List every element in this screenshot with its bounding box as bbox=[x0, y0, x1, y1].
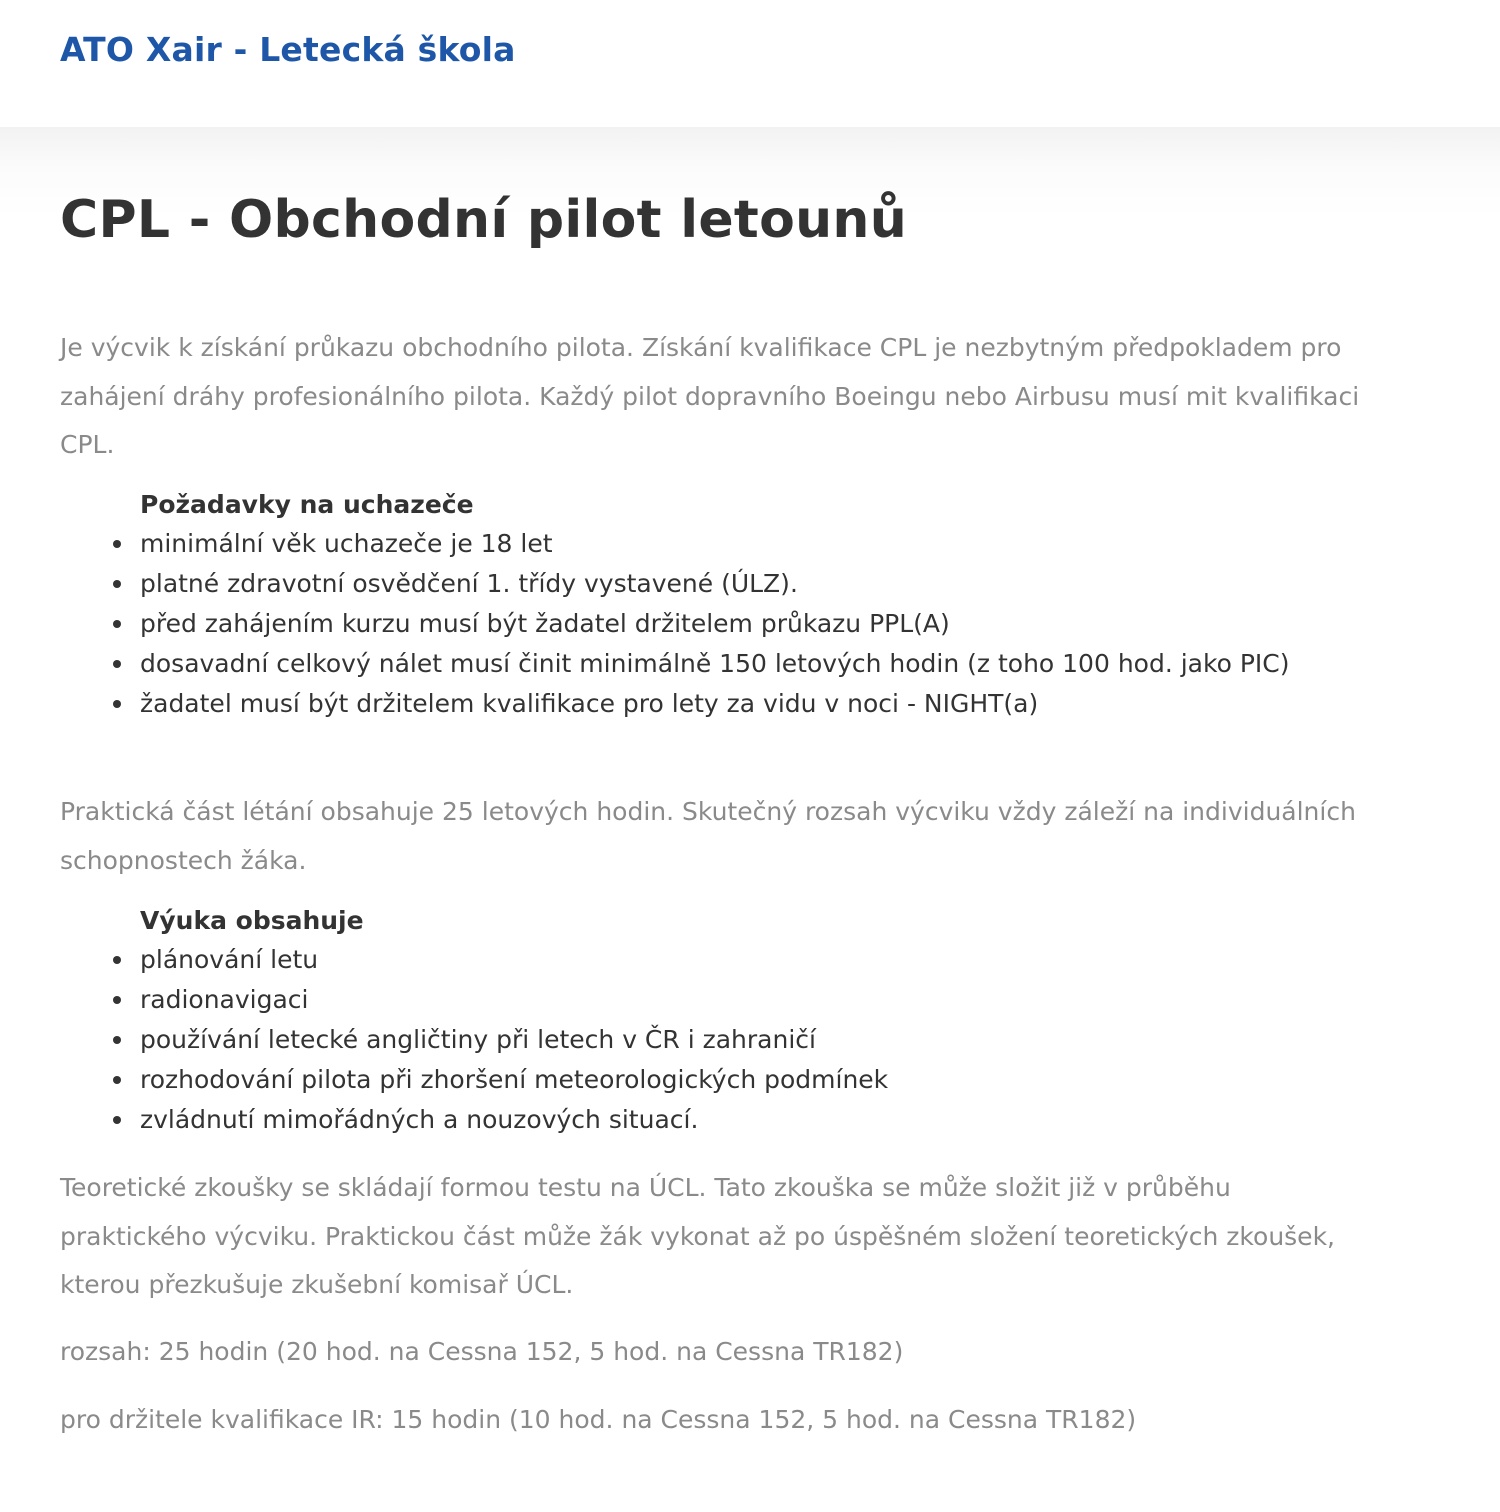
list-item bbox=[140, 1060, 1355, 1100]
teaching-heading: Výuka obsahuje bbox=[140, 906, 364, 935]
requirements-section bbox=[60, 486, 1360, 724]
scope-ir-paragraph: pro držitele kvalifikace IR: 15 hodin (10 hod. na Cessna 152, 5 hod. na Cessna TR182) bbox=[60, 1405, 1137, 1434]
list-item bbox=[140, 1020, 1355, 1060]
list-item-text: používání letecké angličtiny při letech v ČR i zahraničí bbox=[140, 1025, 816, 1054]
bullet-icon bbox=[113, 956, 121, 964]
list-item-text: radionavigaci bbox=[140, 985, 309, 1014]
bullet-icon bbox=[113, 700, 121, 708]
bullet-icon bbox=[113, 1116, 121, 1124]
bullet-icon bbox=[113, 1076, 121, 1084]
list-item bbox=[140, 1100, 1355, 1140]
intro-paragraph: Je výcvik k získání průkazu obchodního pilota. Získání kvalifikace CPL je nezbytným předpokladem pro zahájení dráhy profesionálního pilota. Každý pilot dopravního Boeingu nebo Airbusu musí mit kvalifikaci CPL. bbox=[60, 333, 1360, 459]
site-header bbox=[0, 0, 1500, 127]
list-item-text: před zahájením kurzu musí být žadatel držitelem průkazu PPL(A) bbox=[140, 609, 950, 638]
list-item bbox=[140, 604, 1355, 644]
bullet-icon bbox=[113, 540, 121, 548]
list-item-text: dosavadní celkový nálet musí činit minimálně 150 letových hodin (z toho 100 hod. jako PIC) bbox=[140, 649, 1290, 678]
requirements-heading: Požadavky na uchazeče bbox=[140, 490, 474, 519]
bullet-icon bbox=[113, 660, 121, 668]
bullet-icon bbox=[113, 996, 121, 1004]
list-item-text: minimální věk uchazeče je 18 let bbox=[140, 529, 553, 558]
scope-paragraph: rozsah: 25 hodin (20 hod. na Cessna 152, 5 hod. na Cessna TR182) bbox=[60, 1337, 904, 1366]
list-item bbox=[140, 644, 1355, 684]
bullet-icon bbox=[113, 580, 121, 588]
list-item bbox=[140, 940, 1355, 980]
list-item-text: plánování letu bbox=[140, 945, 319, 974]
list-item bbox=[140, 980, 1355, 1020]
list-item bbox=[140, 524, 1355, 564]
list-item-text: zvládnutí mimořádných a nouzových situací. bbox=[140, 1105, 699, 1134]
site-title-link[interactable]: ATO Xair - Letecká škola bbox=[60, 30, 516, 69]
practical-paragraph: Praktická část létání obsahuje 25 letových hodin. Skutečný rozsah výcviku vždy záleží na individuálních schopnostech žáka. bbox=[60, 797, 1356, 875]
list-item bbox=[140, 684, 1355, 724]
page-title: CPL - Obchodní pilot letounů bbox=[60, 190, 908, 250]
bullet-icon bbox=[113, 620, 121, 628]
list-item-text: rozhodování pilota při zhoršení meteorologických podmínek bbox=[140, 1065, 889, 1094]
list-item-text: platné zdravotní osvědčení 1. třídy vystavené (ÚLZ). bbox=[140, 569, 798, 598]
bullet-icon bbox=[113, 1036, 121, 1044]
list-item bbox=[140, 564, 1355, 604]
theory-paragraph: Teoretické zkoušky se skládají formou testu na ÚCL. Tato zkouška se může složit již v průběhu praktického výcviku. Praktickou část může žák vykonat až po úspěšném složení teoretických zkoušek, kterou přezkušuje zkušební komisař ÚCL. bbox=[60, 1173, 1335, 1299]
teaching-section bbox=[60, 902, 1360, 1140]
requirements-list bbox=[60, 524, 1360, 724]
list-item-text: žadatel musí být držitelem kvalifikace pro lety za vidu v noci - NIGHT(a) bbox=[140, 689, 1039, 718]
teaching-list bbox=[60, 940, 1360, 1140]
